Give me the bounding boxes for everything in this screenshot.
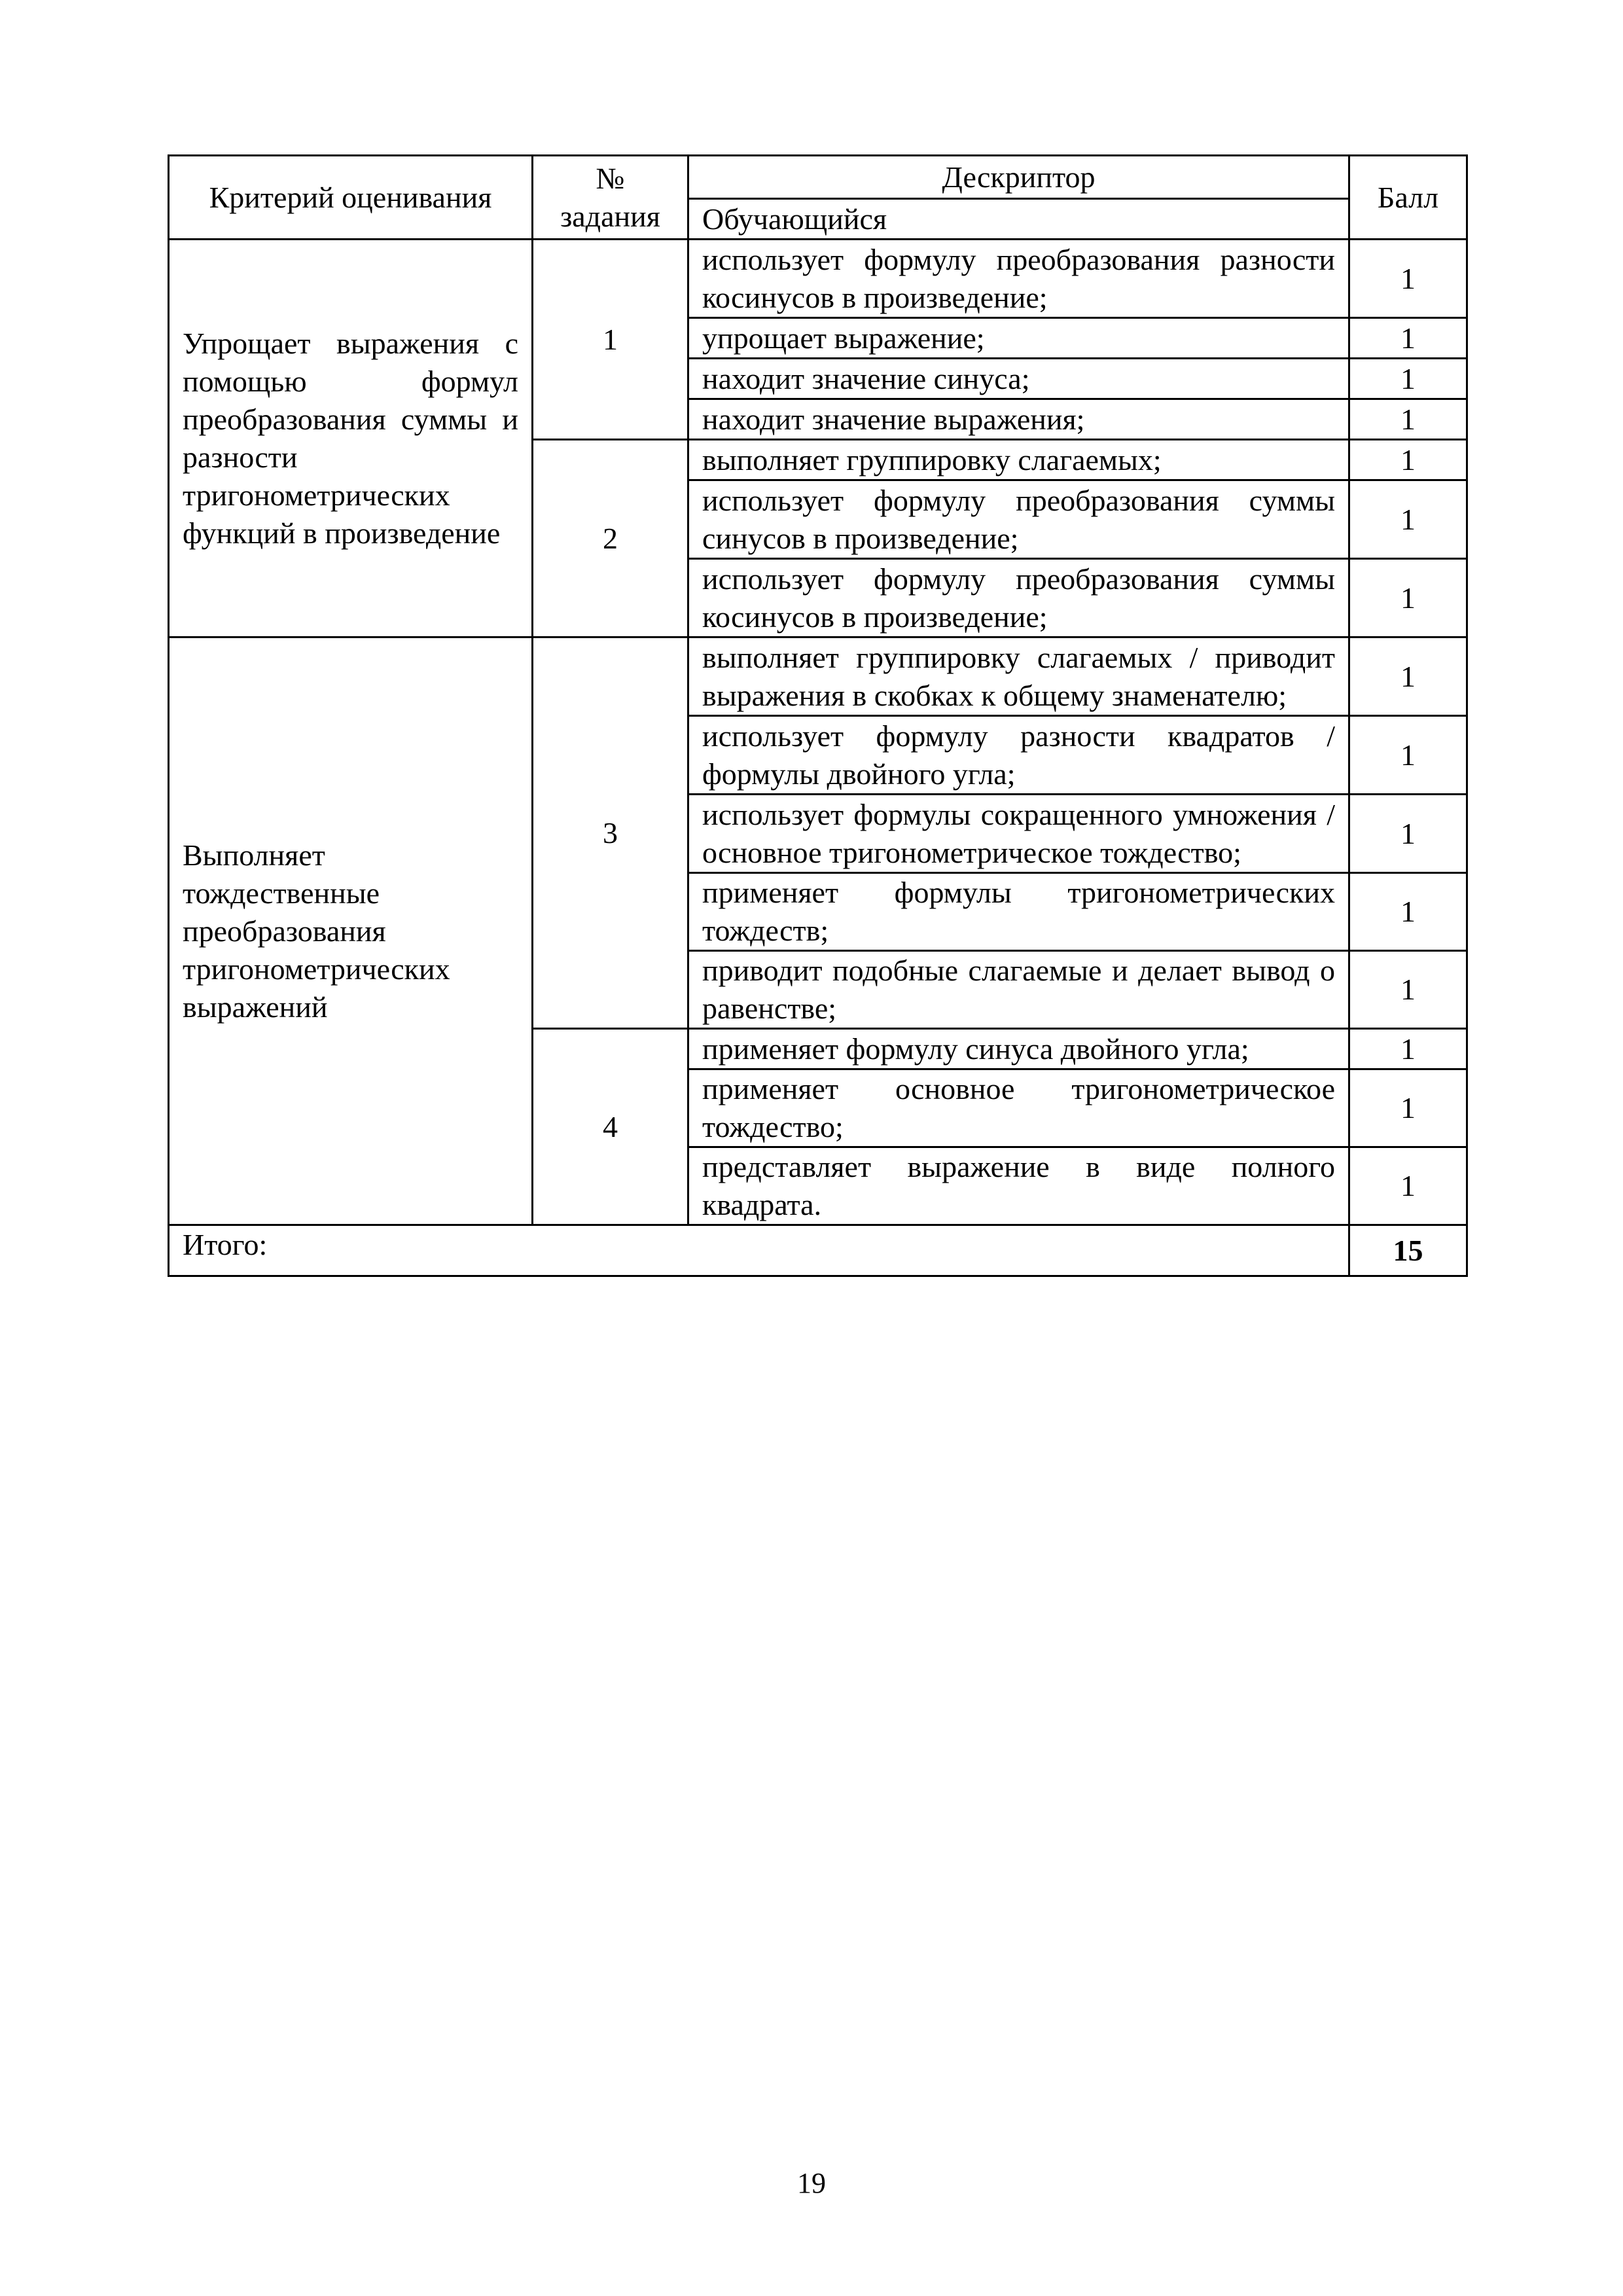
assessment-rubric-table [168, 154, 1468, 1277]
score-cell: 1 [1349, 795, 1467, 873]
task-number-header [533, 156, 688, 240]
table-row [169, 240, 1467, 318]
descriptor-cell: использует формулу преобразования суммы косинусов в произведение; [688, 559, 1349, 637]
score-cell: 1 [1349, 951, 1467, 1029]
task-number-header-line1: № [596, 161, 625, 195]
score-cell: 1 [1349, 399, 1467, 440]
descriptor-cell: использует формулы сокращенного умножения / основное тригонометрическое тождество; [688, 795, 1349, 873]
task-number-header-line2: задания [560, 199, 660, 233]
score-cell: 1 [1349, 440, 1467, 480]
descriptor-cell: находит значение синуса; [688, 359, 1349, 399]
descriptor-cell: применяет основное тригонометрическое тождество; [688, 1069, 1349, 1147]
score-cell: 1 [1349, 1147, 1467, 1225]
page-number: 19 [797, 2167, 826, 2199]
score-cell: 1 [1349, 873, 1467, 951]
descriptor-cell: применяет формулу синуса двойного угла; [688, 1029, 1349, 1069]
descriptor-cell: упрощает выражение; [688, 318, 1349, 359]
score-cell: 1 [1349, 716, 1467, 795]
score-cell: 1 [1349, 1029, 1467, 1069]
descriptor-cell: представляет выражение в виде полного квадрата. [688, 1147, 1349, 1225]
score-cell: 1 [1349, 240, 1467, 318]
task-number-cell: 2 [533, 440, 688, 637]
score-cell: 1 [1349, 1069, 1467, 1147]
task-number-cell: 3 [533, 637, 688, 1029]
score-cell: 1 [1349, 480, 1467, 559]
criterion-cell: Выполняет тождественные преобразования тригонометрических выражений [169, 637, 533, 1225]
score-cell: 1 [1349, 559, 1467, 637]
descriptor-cell: применяет формулы тригонометрических тождеств; [688, 873, 1349, 951]
criterion-header: Критерий оценивания [169, 156, 533, 240]
rubric-body [169, 240, 1467, 1225]
descriptor-cell: выполняет группировку слагаемых; [688, 440, 1349, 480]
task-number-cell: 4 [533, 1029, 688, 1225]
learner-subheader: Обучающийся [688, 199, 1349, 240]
task-number-cell: 1 [533, 240, 688, 440]
descriptor-cell: использует формулу преобразования суммы синусов в произведение; [688, 480, 1349, 559]
descriptor-cell: использует формулу преобразования разности косинусов в произведение; [688, 240, 1349, 318]
rubric-footer [169, 1225, 1467, 1276]
rubric-header [169, 156, 1467, 240]
score-header: Балл [1349, 156, 1467, 240]
descriptor-cell: выполняет группировку слагаемых / приводит выражения в скобках к общему знаменателю; [688, 637, 1349, 716]
score-cell: 1 [1349, 359, 1467, 399]
score-cell: 1 [1349, 318, 1467, 359]
criterion-cell: Упрощает выражения с помощью формул преобразования суммы и разности тригонометрических функций в произведение [169, 240, 533, 637]
descriptor-cell: находит значение выражения; [688, 399, 1349, 440]
descriptor-header: Дескриптор [688, 156, 1349, 199]
descriptor-cell: приводит подобные слагаемые и делает вывод о равенстве; [688, 951, 1349, 1029]
descriptor-cell: использует формулу разности квадратов / формулы двойного угла; [688, 716, 1349, 795]
score-cell: 1 [1349, 637, 1467, 716]
table-row [169, 637, 1467, 716]
total-label: Итого: [169, 1225, 1349, 1276]
total-score: 15 [1349, 1225, 1467, 1276]
